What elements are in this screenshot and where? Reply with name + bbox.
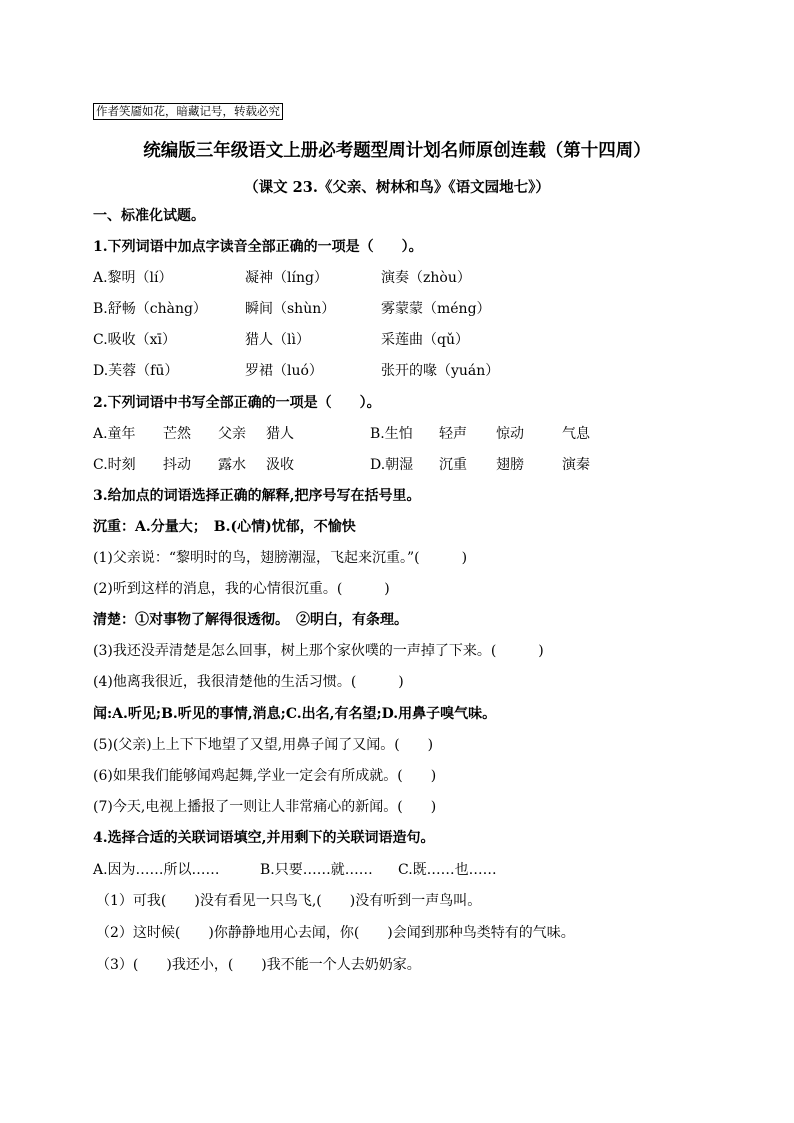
page-subtitle: （课文 23.《父亲、树林和鸟》《语文园地七》） [244,179,550,196]
question-2-stem: 2.下列词语中书写全部正确的一项是（ ）。 [93,395,381,411]
q2-word: 抖动 [163,457,191,473]
q1-option-b-word2: 瞬间（shùn） [245,301,336,317]
q2-word: 露水 [218,457,246,473]
q3-sentence-7: (7)今天,电视上播报了一则让人非常痛心的新闻。( ) [93,799,437,815]
q4-sentence-1: （1）可我( )没有看见一只鸟飞,( )没有听到一声鸟叫。 [96,893,482,909]
q1-option-b-word3: 雾蒙蒙（méng） [381,301,491,317]
q3-sentence-6: (6)如果我们能够闻鸡起舞,学业一定会有所成就。( ) [93,768,437,784]
q3-sentence-2: (2)听到这样的消息，我的心情很沉重。( ) [93,581,390,597]
q2-word: B.生怕 [370,426,413,442]
q3-sentence-4: (4)他离我很近，我很清楚他的生活习惯。( ) [93,674,404,690]
q3-sentence-3: (3)我还没弄清楚是怎么回事，树上那个家伙噗的一声掉了下来。( ) [93,643,544,659]
q4-sentence-3: （3）( )我还小，( )我不能一个人去奶奶家。 [96,957,421,973]
q2-word: A.童年 [93,426,136,442]
q4-option-b: B.只要……就…… [260,862,373,878]
q2-word: 父亲 [218,426,246,442]
page-title: 统编版三年级语文上册必考题型周计划名师原创连载（第十四周） [143,141,651,161]
q1-option-b-word1: B.舒畅（chàng） [93,301,207,317]
q1-option-c-word2: 猎人（lì） [245,332,310,348]
q2-word: 汲收 [266,457,294,473]
q1-option-c-word3: 采莲曲（qǔ） [381,332,469,348]
q2-word: 演秦 [562,457,590,473]
q1-option-a-word3: 演奏（zhòu） [381,270,471,286]
q1-option-d-word1: D.芙蓉（fū） [93,363,179,379]
q2-word: 沉重 [439,457,467,473]
q2-word: 猎人 [266,426,294,442]
definition-qingchu: 清楚：①对事物了解得很透彻。 ②明白，有条理。 [93,612,408,628]
q2-word: C.时刻 [93,457,136,473]
copyright-stamp: 作者笑靥如花，暗藏记号，转载必究 [93,103,283,120]
q1-option-a-word2: 凝神（líng） [245,270,328,286]
q1-option-d-word2: 罗裙（luó） [245,363,323,379]
q4-sentence-2: （2）这时候( )你静静地用心去闻，你( )会闻到那种鸟类特有的气味。 [96,925,575,941]
q2-word: 惊动 [496,426,524,442]
question-4-stem: 4.选择合适的关联词语填空,并用剩下的关联词语造句。 [93,830,435,846]
q1-option-a-word1: A.黎明（lí） [93,270,173,286]
question-1-stem: 1.下列词语中加点字读音全部正确的一项是（ ）。 [93,239,423,255]
q3-sentence-1: (1)父亲说：“黎明时的鸟，翅膀潮湿，飞起来沉重。”( ) [93,550,468,566]
q3-sentence-5: (5)(父亲)上上下下地望了又望,用鼻子闻了又闻。( ) [93,737,434,753]
question-3-stem: 3.给加点的词语选择正确的解释,把序号写在括号里。 [93,488,421,504]
section-heading: 一、标准化试题。 [93,208,205,224]
q2-word: 芒然 [163,426,191,442]
q2-word: 翅膀 [496,457,524,473]
q2-word: D.朝湿 [370,457,414,473]
definition-chenzhong: 沉重：A.分量大； B.(心情)忧郁，不愉快 [93,519,356,535]
definition-wen: 闻:A.听见;B.听见的事情,消息;C.出名,有名望;D.用鼻子嗅气味。 [93,706,497,722]
q4-option-a: A.因为……所以…… [93,862,220,878]
q1-option-d-word3: 张开的喙（yuán） [381,363,500,379]
q4-option-c: C.既……也…… [398,862,497,878]
q1-option-c-word1: C.吸收（xī） [93,332,177,348]
q2-word: 轻声 [439,426,467,442]
q2-word: 气息 [562,426,590,442]
